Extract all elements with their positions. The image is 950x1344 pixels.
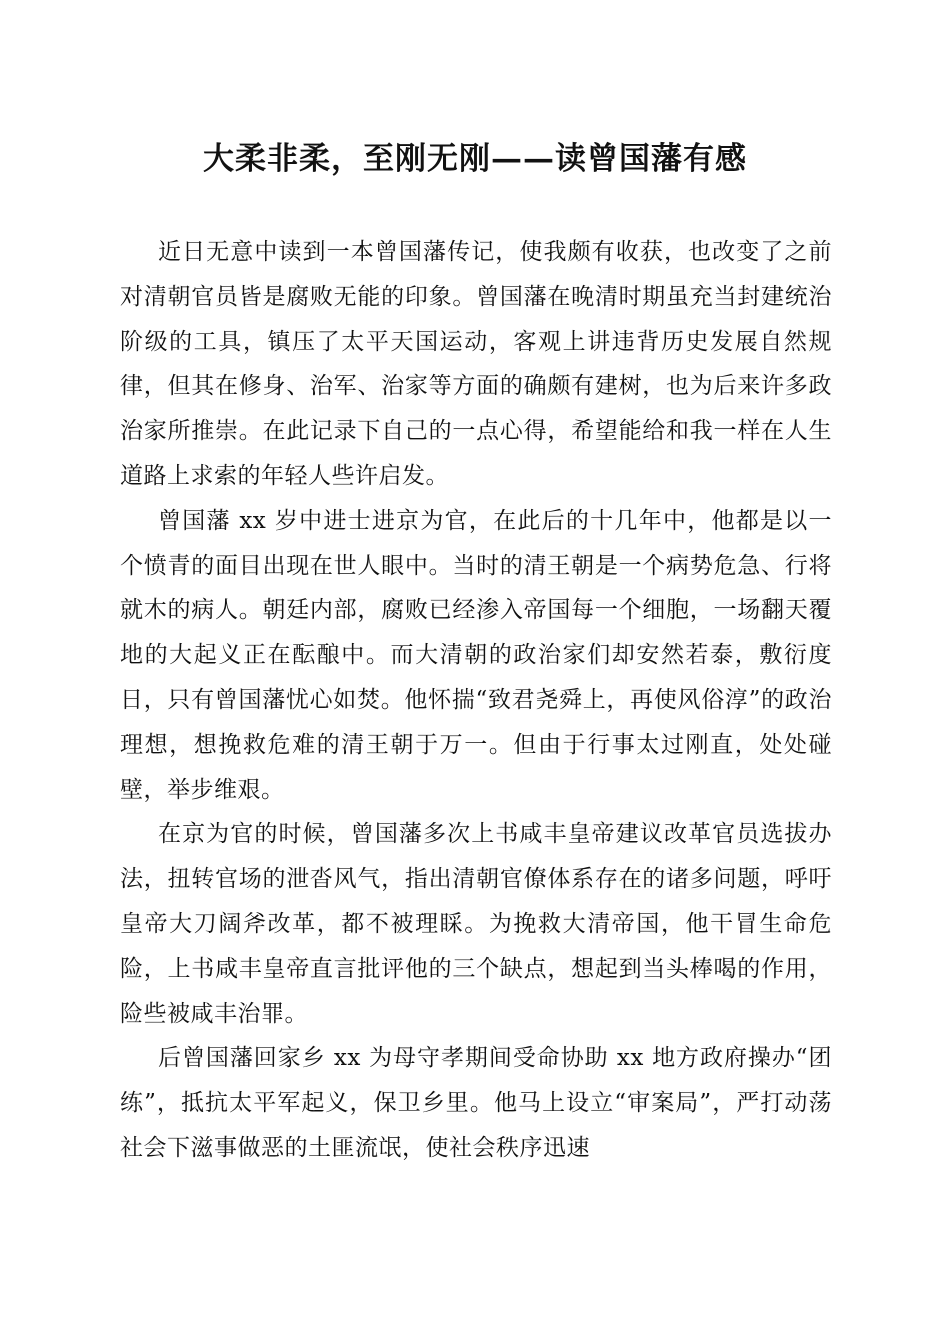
paragraph-2: 曾国藩 xx 岁中进士进京为官，在此后的十几年中，他都是以一个愤青的面目出现在世人眼中。当时的清王朝是一个病势危急、行将就木的病人。朝廷内部，腐败已经渗入帝国每一个细胞，一场翻天覆地的大起义正在酝酿中。而大清朝的政治家们却安然若泰，敷衍度日，只有曾国藩忧心如焚。他怀揣“致君尧舜上，再使风俗淳”的政治理想，想挽救危难的清王朝于万一。但由于行事太过刚直，处处碰壁，举步维艰。 xyxy=(120,507,832,803)
document-title: 大柔非柔，至刚无刚——读曾国藩有感 xyxy=(203,141,747,177)
paragraph-4: 后曾国藩回家乡 xx 为母守孝期间受命协助 xx 地方政府操办“团练”，抵抗太平军起义，保卫乡里。他马上设立“审案局”，严打动荡社会下滋事做恶的土匪流氓，使社会秩序迅速 xyxy=(120,1045,832,1161)
paragraph-1: 近日无意中读到一本曾国藩传记，使我颇有收获，也改变了之前对清朝官员皆是腐败无能的印象。曾国藩在晚清时期虽充当封建统治阶级的工具，镇压了太平天国运动，客观上讲违背历史发展自然规律，但其在修身、治军、治家等方面的确颇有建树，也为后来许多政治家所推崇。在此记录下自己的一点心得，希望能给和我一样在人生道路上求索的年轻人些许启发。 xyxy=(120,239,832,489)
document-body xyxy=(120,230,832,1171)
paragraph-3: 在京为官的时候，曾国藩多次上书咸丰皇帝建议改革官员选拔办法，扭转官场的泄沓风气，指出清朝官僚体系存在的诸多问题，呼吁皇帝大刀阔斧改革，都不被理睬。为挽救大清帝国，他干冒生命危险，上书咸丰皇帝直言批评他的三个缺点，想起到当头棒喝的作用，险些被咸丰治罪。 xyxy=(120,821,832,1027)
